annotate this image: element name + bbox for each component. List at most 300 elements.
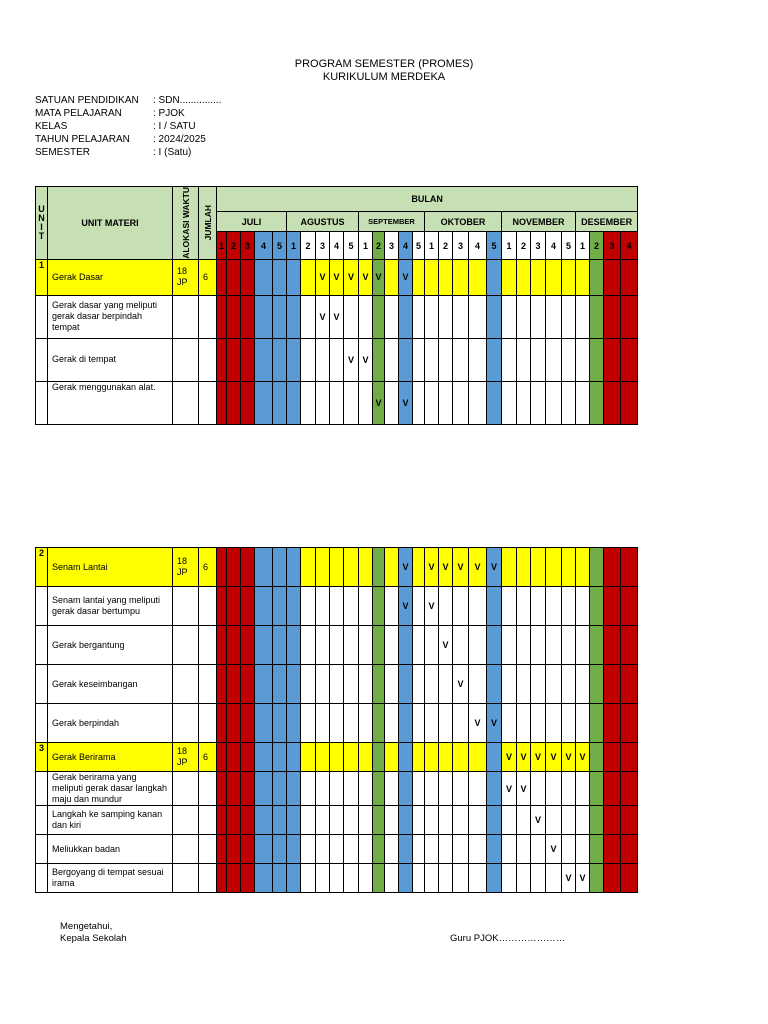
week-number-header: 5 (413, 232, 425, 259)
week-cell (241, 295, 255, 338)
week-cell (316, 772, 330, 806)
week-cell (227, 704, 241, 743)
week-cell (590, 864, 604, 893)
week-cell (344, 665, 359, 704)
week-cell (413, 295, 425, 338)
week-cell (273, 772, 287, 806)
week-cell (487, 806, 502, 835)
schedule-mark: V (359, 259, 373, 295)
week-cell (227, 587, 241, 626)
week-cell (546, 587, 562, 626)
week-cell (316, 381, 330, 424)
week-cell (604, 548, 621, 587)
schedule-mark: V (373, 259, 385, 295)
week-cell (469, 381, 487, 424)
week-number-header: 5 (487, 232, 502, 259)
sub-materi-name: Gerak berirama yang meliputi gerak dasar langkah maju dan mundur (48, 772, 173, 806)
schedule-mark: V (425, 587, 439, 626)
week-number-header: 4 (469, 232, 487, 259)
unit-number: 2 (36, 548, 48, 587)
month-header: NOVEMBER (502, 212, 576, 232)
sub-materi-name: Gerak di tempat (48, 338, 173, 381)
week-cell (241, 772, 255, 806)
week-cell (576, 381, 590, 424)
sub-materi-row (36, 338, 638, 381)
week-cell (439, 835, 453, 864)
schedule-mark: V (439, 548, 453, 587)
week-cell (502, 835, 517, 864)
schedule-mark: V (576, 864, 590, 893)
week-cell (576, 338, 590, 381)
week-cell (287, 338, 301, 381)
blank-cell (199, 338, 217, 381)
week-cell (453, 381, 469, 424)
week-cell (273, 587, 287, 626)
unit-row (36, 259, 638, 295)
sub-materi-name: Gerak berpindah (48, 704, 173, 743)
week-cell (546, 381, 562, 424)
week-cell (301, 704, 316, 743)
week-cell (487, 626, 502, 665)
week-cell (316, 338, 330, 381)
page-title: PROGRAM SEMESTER (PROMES) (294, 58, 474, 70)
week-number-header: 2 (301, 232, 316, 259)
week-cell (413, 835, 425, 864)
week-cell (621, 704, 638, 743)
week-cell (385, 626, 399, 665)
week-cell (301, 259, 316, 295)
week-cell (439, 864, 453, 893)
schedule-mark: V (487, 548, 502, 587)
schedule-mark: V (517, 772, 531, 806)
week-cell (359, 864, 373, 893)
week-cell (453, 259, 469, 295)
week-cell (502, 665, 517, 704)
unit-name: Senam Lantai (48, 548, 173, 587)
week-cell (604, 743, 621, 772)
week-cell (469, 626, 487, 665)
week-cell (562, 704, 576, 743)
week-cell (562, 772, 576, 806)
info-value: : PJOK (153, 108, 185, 119)
week-cell (273, 259, 287, 295)
week-cell (590, 772, 604, 806)
week-cell (531, 381, 546, 424)
week-cell (604, 381, 621, 424)
week-cell (330, 772, 344, 806)
week-cell (330, 626, 344, 665)
week-cell (241, 665, 255, 704)
week-cell (359, 835, 373, 864)
week-cell (425, 259, 439, 295)
week-cell (273, 743, 287, 772)
week-cell (469, 665, 487, 704)
week-cell (453, 295, 469, 338)
week-cell (330, 381, 344, 424)
month-header: JULI (217, 212, 287, 232)
week-cell (287, 772, 301, 806)
sub-materi-name: Gerak dasar yang meliputi gerak dasar berpindah tempat (48, 295, 173, 338)
week-number-header: 1 (425, 232, 439, 259)
week-cell (287, 704, 301, 743)
week-cell (359, 626, 373, 665)
week-cell (453, 743, 469, 772)
week-cell (287, 806, 301, 835)
blank-cell (36, 772, 48, 806)
week-cell (359, 295, 373, 338)
week-cell (469, 835, 487, 864)
week-cell (373, 665, 385, 704)
week-cell (241, 806, 255, 835)
week-cell (425, 743, 439, 772)
week-cell (487, 587, 502, 626)
week-cell (604, 835, 621, 864)
week-cell (287, 259, 301, 295)
week-cell (562, 665, 576, 704)
week-cell (439, 381, 453, 424)
unit-alokasi: 18 JP (173, 259, 199, 295)
week-cell (562, 338, 576, 381)
week-cell (439, 665, 453, 704)
blank-cell (36, 295, 48, 338)
sub-materi-name: Bergoyang di tempat sesuai irama (48, 864, 173, 893)
week-cell (301, 665, 316, 704)
week-cell (359, 381, 373, 424)
week-cell (301, 743, 316, 772)
week-cell (439, 772, 453, 806)
week-cell (502, 626, 517, 665)
week-cell (255, 743, 273, 772)
blank-cell (199, 587, 217, 626)
week-cell (439, 704, 453, 743)
week-cell (330, 665, 344, 704)
week-cell (453, 806, 469, 835)
week-cell (344, 626, 359, 665)
week-cell (517, 704, 531, 743)
week-cell (359, 704, 373, 743)
week-cell (255, 665, 273, 704)
week-cell (531, 626, 546, 665)
week-cell (399, 806, 413, 835)
week-cell (590, 665, 604, 704)
info-label: SEMESTER (35, 147, 91, 158)
blank-cell (199, 295, 217, 338)
week-cell (469, 259, 487, 295)
week-cell (425, 864, 439, 893)
week-cell (425, 806, 439, 835)
week-cell (546, 665, 562, 704)
week-cell (316, 704, 330, 743)
week-cell (546, 806, 562, 835)
week-cell (255, 864, 273, 893)
info-value: : 2024/2025 (153, 134, 206, 145)
week-cell (385, 743, 399, 772)
schedule-mark: V (453, 548, 469, 587)
schedule-mark: V (531, 743, 546, 772)
unit-name: Gerak Berirama (48, 743, 173, 772)
schedule-mark: V (502, 743, 517, 772)
week-cell (344, 743, 359, 772)
week-cell (469, 806, 487, 835)
week-cell (373, 743, 385, 772)
week-cell (301, 835, 316, 864)
info-value: : I / SATU (153, 121, 196, 132)
blank-cell (36, 806, 48, 835)
week-cell (487, 295, 502, 338)
week-cell (217, 626, 227, 665)
week-cell (227, 743, 241, 772)
week-cell (255, 806, 273, 835)
week-cell (344, 806, 359, 835)
week-cell (621, 864, 638, 893)
schedule-mark: V (399, 548, 413, 587)
week-cell (217, 704, 227, 743)
schedule-mark: V (469, 704, 487, 743)
week-cell (487, 864, 502, 893)
week-number-header: 5 (562, 232, 576, 259)
unit-row (36, 743, 638, 772)
week-cell (330, 587, 344, 626)
week-cell (255, 381, 273, 424)
week-cell (399, 864, 413, 893)
week-cell (425, 665, 439, 704)
week-cell (425, 835, 439, 864)
week-cell (413, 548, 425, 587)
week-cell (453, 835, 469, 864)
week-cell (255, 772, 273, 806)
week-cell (590, 381, 604, 424)
week-cell (604, 338, 621, 381)
week-cell (330, 806, 344, 835)
week-cell (217, 864, 227, 893)
identity-info (35, 94, 221, 159)
schedule-mark: V (373, 381, 385, 424)
week-cell (217, 835, 227, 864)
week-cell (425, 295, 439, 338)
week-cell (562, 587, 576, 626)
blank-cell (173, 835, 199, 864)
week-cell (590, 743, 604, 772)
week-cell (287, 295, 301, 338)
jumlah-header-text: JUMLAH (202, 205, 213, 241)
blank-cell (173, 626, 199, 665)
week-cell (301, 381, 316, 424)
week-cell (576, 665, 590, 704)
week-cell (385, 295, 399, 338)
blank-cell (173, 806, 199, 835)
week-cell (273, 835, 287, 864)
unit-materi-header: UNIT MATERI (48, 187, 173, 260)
week-cell (373, 295, 385, 338)
unit-jumlah: 6 (199, 259, 217, 295)
week-cell (316, 587, 330, 626)
week-cell (502, 864, 517, 893)
unit-alokasi: 18 JP (173, 743, 199, 772)
week-cell (531, 864, 546, 893)
week-cell (217, 338, 227, 381)
week-cell (359, 806, 373, 835)
week-cell (562, 548, 576, 587)
week-cell (590, 626, 604, 665)
week-cell (330, 338, 344, 381)
week-cell (330, 704, 344, 743)
week-cell (255, 835, 273, 864)
page-subtitle: KURIKULUM MERDEKA (322, 71, 446, 83)
week-cell (227, 665, 241, 704)
principal-sign-label: Mengetahui, (60, 921, 113, 932)
week-cell (517, 338, 531, 381)
week-cell (385, 259, 399, 295)
week-cell (502, 338, 517, 381)
week-cell (590, 338, 604, 381)
week-cell (413, 626, 425, 665)
week-cell (301, 772, 316, 806)
week-number-header: 3 (316, 232, 330, 259)
week-cell (531, 295, 546, 338)
week-number-header: 4 (399, 232, 413, 259)
week-cell (227, 835, 241, 864)
week-cell (517, 626, 531, 665)
week-cell (330, 864, 344, 893)
week-cell (517, 665, 531, 704)
week-cell (517, 548, 531, 587)
blank-cell (36, 704, 48, 743)
schedule-mark: V (453, 665, 469, 704)
month-header: DESEMBER (576, 212, 638, 232)
blank-cell (36, 626, 48, 665)
week-cell (546, 259, 562, 295)
blank-cell (36, 665, 48, 704)
unit-number: 3 (36, 743, 48, 772)
week-cell (621, 587, 638, 626)
week-cell (373, 626, 385, 665)
week-cell (413, 772, 425, 806)
week-cell (217, 806, 227, 835)
schedule-mark: V (469, 548, 487, 587)
week-cell (562, 835, 576, 864)
week-cell (301, 587, 316, 626)
week-cell (385, 864, 399, 893)
week-cell (487, 665, 502, 704)
blank-cell (173, 338, 199, 381)
week-cell (385, 587, 399, 626)
week-cell (344, 835, 359, 864)
week-cell (359, 548, 373, 587)
week-cell (217, 381, 227, 424)
week-cell (413, 587, 425, 626)
week-cell (487, 835, 502, 864)
unit-jumlah: 6 (199, 548, 217, 587)
week-cell (241, 548, 255, 587)
week-cell (502, 259, 517, 295)
week-cell (546, 704, 562, 743)
week-cell (590, 295, 604, 338)
week-cell (227, 338, 241, 381)
week-cell (590, 835, 604, 864)
week-cell (517, 295, 531, 338)
week-cell (359, 772, 373, 806)
week-cell (453, 704, 469, 743)
week-cell (399, 743, 413, 772)
sub-materi-name: Langkah ke samping kanan dan kiri (48, 806, 173, 835)
week-cell (399, 626, 413, 665)
week-cell (255, 295, 273, 338)
week-cell (502, 587, 517, 626)
week-cell (316, 626, 330, 665)
week-cell (273, 704, 287, 743)
week-cell (301, 626, 316, 665)
week-number-header: 2 (439, 232, 453, 259)
week-cell (621, 743, 638, 772)
week-cell (330, 743, 344, 772)
week-cell (621, 806, 638, 835)
schedule-mark: V (399, 259, 413, 295)
week-cell (576, 587, 590, 626)
sub-materi-row (36, 704, 638, 743)
info-row (35, 120, 221, 133)
sub-materi-row (36, 772, 638, 806)
week-cell (604, 704, 621, 743)
week-cell (273, 548, 287, 587)
week-cell (502, 704, 517, 743)
week-cell (227, 295, 241, 338)
schedule-mark: V (546, 743, 562, 772)
week-cell (255, 704, 273, 743)
sub-materi-name: Senam lantai yang meliputi gerak dasar bertumpu (48, 587, 173, 626)
week-cell (439, 338, 453, 381)
week-cell (502, 381, 517, 424)
sub-materi-row (36, 864, 638, 893)
week-number-header: 4 (621, 232, 638, 259)
week-cell (576, 704, 590, 743)
sub-materi-row (36, 835, 638, 864)
week-cell (502, 295, 517, 338)
alokasi-header-text: ALOKASI WAKTU (180, 187, 191, 259)
week-cell (241, 259, 255, 295)
blank-cell (199, 626, 217, 665)
week-number-header: 3 (604, 232, 621, 259)
week-cell (576, 772, 590, 806)
unit-alokasi: 18 JP (173, 548, 199, 587)
week-cell (359, 587, 373, 626)
week-cell (287, 835, 301, 864)
blank-cell (173, 772, 199, 806)
week-cell (301, 338, 316, 381)
week-cell (241, 338, 255, 381)
week-cell (546, 295, 562, 338)
week-cell (604, 772, 621, 806)
schedule-mark: V (344, 338, 359, 381)
unit-row (36, 548, 638, 587)
week-number-header: 5 (273, 232, 287, 259)
week-cell (344, 295, 359, 338)
sub-materi-name: Meliukkan badan (48, 835, 173, 864)
week-cell (413, 259, 425, 295)
blank-cell (173, 704, 199, 743)
week-cell (531, 835, 546, 864)
week-cell (316, 835, 330, 864)
schedule-mark: V (502, 772, 517, 806)
blank-cell (173, 381, 199, 424)
week-cell (241, 704, 255, 743)
sub-materi-name: Gerak bergantung (48, 626, 173, 665)
week-cell (287, 548, 301, 587)
sub-materi-row (36, 381, 638, 424)
week-cell (604, 806, 621, 835)
week-cell (399, 295, 413, 338)
week-cell (241, 743, 255, 772)
week-cell (531, 704, 546, 743)
